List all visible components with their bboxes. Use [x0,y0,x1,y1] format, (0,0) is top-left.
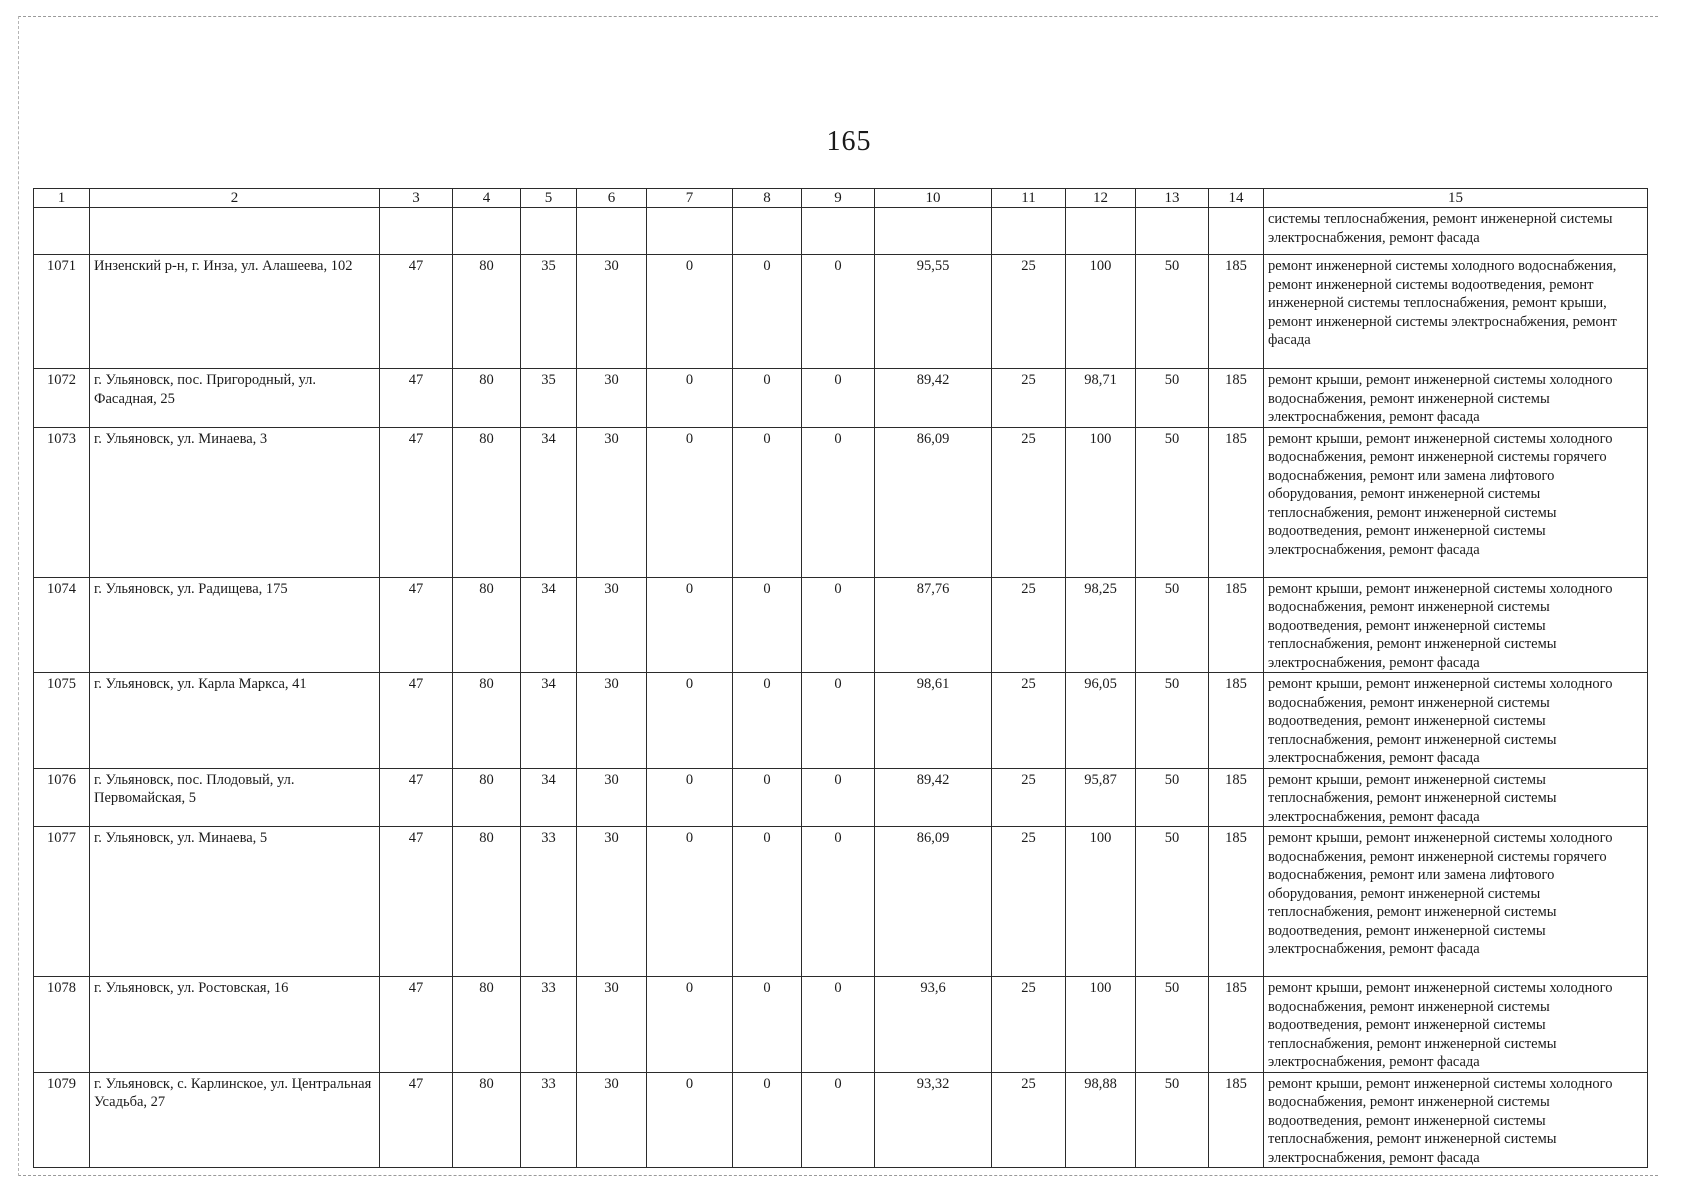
table-row [34,255,1648,369]
value-cell-c5: 35 [521,255,577,369]
value-cell-c13: 50 [1136,827,1209,977]
continuation-works-cell: системы теплоснабжения, ремонт инженерной системы электроснабжения, ремонт фасада [1264,208,1648,255]
value-cell-c14: 185 [1209,827,1264,977]
address-cell: г. Ульяновск, ул. Минаева, 3 [90,427,380,577]
row-number-cell: 1072 [34,369,90,428]
value-cell-c6: 30 [577,577,647,673]
address-cell: г. Ульяновск, пос. Пригородный, ул. Фасадная, 25 [90,369,380,428]
value-cell-c4: 80 [453,255,521,369]
value-cell-c9: 0 [802,1072,875,1168]
value-cell-c3: 47 [380,577,453,673]
value-cell-c3: 47 [380,827,453,977]
table-row [34,369,1648,428]
value-cell-c5: 34 [521,577,577,673]
value-cell-c8: 0 [733,369,802,428]
value-cell-c3: 47 [380,1072,453,1168]
column-header: 10 [875,189,992,208]
column-header: 2 [90,189,380,208]
value-cell-c13: 50 [1136,768,1209,827]
table-row [34,577,1648,673]
row-number-cell: 1074 [34,577,90,673]
value-cell-c12: 98,25 [1066,577,1136,673]
value-cell-c9: 0 [802,427,875,577]
address-cell: г. Ульяновск, с. Карлинское, ул. Центральная Усадьба, 27 [90,1072,380,1168]
value-cell-c10: 95,55 [875,255,992,369]
value-cell-c8: 0 [733,427,802,577]
works-cell: ремонт крыши, ремонт инженерной системы холодного водоснабжения, ремонт инженерной системы водоотведения, ремонт инженерной системы теплоснабжения, ремонт инженерной системы электроснабжения, ремонт фасада [1264,977,1648,1073]
row-number-cell: 1076 [34,768,90,827]
value-cell-c12: 96,05 [1066,673,1136,769]
column-header: 12 [1066,189,1136,208]
table-row [34,977,1648,1073]
value-cell-c10: 86,09 [875,427,992,577]
value-cell-c9: 0 [802,255,875,369]
value-cell-c6: 30 [577,1072,647,1168]
works-cell: ремонт крыши, ремонт инженерной системы теплоснабжения, ремонт инженерной системы электроснабжения, ремонт фасада [1264,768,1648,827]
value-cell-c4: 80 [453,427,521,577]
continuation-row [34,208,1648,255]
value-cell-c11: 25 [992,577,1066,673]
column-header: 13 [1136,189,1209,208]
value-cell-c13: 50 [1136,427,1209,577]
works-cell: ремонт крыши, ремонт инженерной системы холодного водоснабжения, ремонт инженерной системы горячего водоснабжения, ремонт или замена лифтового оборудования, ремонт инженерной системы теплоснабжения, ремонт инженерной системы водоотведения, ремонт инженерной системы электроснабжения, ремонт фасада [1264,827,1648,977]
column-header: 5 [521,189,577,208]
value-cell-c14: 185 [1209,427,1264,577]
value-cell-c7: 0 [647,827,733,977]
value-cell-c8: 0 [733,1072,802,1168]
value-cell-c6: 30 [577,255,647,369]
value-cell-c4: 80 [453,673,521,769]
address-cell: г. Ульяновск, ул. Карла Маркса, 41 [90,673,380,769]
column-header: 8 [733,189,802,208]
value-cell-c7: 0 [647,577,733,673]
value-cell-c6: 30 [577,768,647,827]
value-cell-c3: 47 [380,673,453,769]
row-number-cell: 1071 [34,255,90,369]
works-cell: ремонт крыши, ремонт инженерной системы холодного водоснабжения, ремонт инженерной системы водоотведения, ремонт инженерной системы теплоснабжения, ремонт инженерной системы электроснабжения, ремонт фасада [1264,577,1648,673]
value-cell-c12: 98,88 [1066,1072,1136,1168]
value-cell-c3: 47 [380,255,453,369]
table-row [34,827,1648,977]
table-row [34,673,1648,769]
value-cell-c8: 0 [733,977,802,1073]
value-cell-c4: 80 [453,768,521,827]
column-header: 3 [380,189,453,208]
value-cell-c13: 50 [1136,369,1209,428]
value-cell-c12: 100 [1066,427,1136,577]
value-cell-c8: 0 [733,768,802,827]
value-cell-c10: 98,61 [875,673,992,769]
value-cell-c6: 30 [577,427,647,577]
value-cell-c6: 30 [577,977,647,1073]
value-cell-c14: 185 [1209,768,1264,827]
value-cell-c5: 34 [521,673,577,769]
address-cell: г. Ульяновск, пос. Плодовый, ул. Первомайская, 5 [90,768,380,827]
value-cell-c3: 47 [380,977,453,1073]
value-cell-c7: 0 [647,1072,733,1168]
value-cell-c8: 0 [733,577,802,673]
value-cell-c10: 86,09 [875,827,992,977]
header-row [34,189,1648,208]
value-cell-c12: 98,71 [1066,369,1136,428]
works-cell: ремонт инженерной системы холодного водоснабжения, ремонт инженерной системы водоотведения, ремонт инженерной системы теплоснабжения, ремонт крыши, ремонт инженерной системы электроснабжения, ремонт фасада [1264,255,1648,369]
value-cell-c7: 0 [647,673,733,769]
value-cell-c14: 185 [1209,977,1264,1073]
table-row [34,768,1648,827]
value-cell-c5: 34 [521,427,577,577]
value-cell-c9: 0 [802,369,875,428]
value-cell-c4: 80 [453,827,521,977]
value-cell-c11: 25 [992,977,1066,1073]
value-cell-c10: 93,32 [875,1072,992,1168]
value-cell-c14: 185 [1209,1072,1264,1168]
value-cell-c7: 0 [647,977,733,1073]
value-cell-c3: 47 [380,427,453,577]
row-number-cell: 1078 [34,977,90,1073]
works-cell: ремонт крыши, ремонт инженерной системы холодного водоснабжения, ремонт инженерной системы водоотведения, ремонт инженерной системы теплоснабжения, ремонт инженерной системы электроснабжения, ремонт фасада [1264,673,1648,769]
value-cell-c11: 25 [992,673,1066,769]
value-cell-c5: 33 [521,1072,577,1168]
value-cell-c8: 0 [733,673,802,769]
value-cell-c3: 47 [380,369,453,428]
value-cell-c7: 0 [647,427,733,577]
column-header: 9 [802,189,875,208]
value-cell-c5: 33 [521,827,577,977]
value-cell-c12: 100 [1066,827,1136,977]
column-header: 14 [1209,189,1264,208]
row-number-cell: 1077 [34,827,90,977]
row-number-cell: 1075 [34,673,90,769]
works-cell: ремонт крыши, ремонт инженерной системы холодного водоснабжения, ремонт инженерной системы горячего водоснабжения, ремонт или замена лифтового оборудования, ремонт инженерной системы теплоснабжения, ремонт инженерной системы водоотведения, ремонт инженерной системы электроснабжения, ремонт фасада [1264,427,1648,577]
value-cell-c10: 87,76 [875,577,992,673]
value-cell-c8: 0 [733,255,802,369]
page-number: 165 [826,126,872,157]
row-number-cell: 1079 [34,1072,90,1168]
value-cell-c9: 0 [802,577,875,673]
value-cell-c7: 0 [647,768,733,827]
address-cell: г. Ульяновск, ул. Ростовская, 16 [90,977,380,1073]
value-cell-c13: 50 [1136,255,1209,369]
value-cell-c13: 50 [1136,1072,1209,1168]
data-table [33,188,1648,1168]
column-header: 7 [647,189,733,208]
value-cell-c6: 30 [577,673,647,769]
value-cell-c11: 25 [992,1072,1066,1168]
value-cell-c4: 80 [453,577,521,673]
value-cell-c5: 34 [521,768,577,827]
value-cell-c9: 0 [802,977,875,1073]
value-cell-c9: 0 [802,827,875,977]
value-cell-c10: 93,6 [875,977,992,1073]
value-cell-c10: 89,42 [875,768,992,827]
value-cell-c11: 25 [992,427,1066,577]
value-cell-c9: 0 [802,768,875,827]
value-cell-c4: 80 [453,1072,521,1168]
works-cell: ремонт крыши, ремонт инженерной системы холодного водоснабжения, ремонт инженерной системы водоотведения, ремонт инженерной системы теплоснабжения, ремонт инженерной системы электроснабжения, ремонт фасада [1264,1072,1648,1168]
value-cell-c14: 185 [1209,369,1264,428]
value-cell-c13: 50 [1136,977,1209,1073]
value-cell-c7: 0 [647,255,733,369]
value-cell-c4: 80 [453,369,521,428]
value-cell-c12: 95,87 [1066,768,1136,827]
table-row [34,427,1648,577]
value-cell-c13: 50 [1136,577,1209,673]
address-cell: г. Ульяновск, ул. Минаева, 5 [90,827,380,977]
address-cell: Инзенский р-н, г. Инза, ул. Алашеева, 102 [90,255,380,369]
column-header: 1 [34,189,90,208]
value-cell-c14: 185 [1209,577,1264,673]
value-cell-c14: 185 [1209,673,1264,769]
column-header: 15 [1264,189,1648,208]
value-cell-c3: 47 [380,768,453,827]
value-cell-c11: 25 [992,768,1066,827]
value-cell-c9: 0 [802,673,875,769]
works-cell: ремонт крыши, ремонт инженерной системы холодного водоснабжения, ремонт инженерной системы электроснабжения, ремонт фасада [1264,369,1648,428]
value-cell-c13: 50 [1136,673,1209,769]
value-cell-c14: 185 [1209,255,1264,369]
value-cell-c11: 25 [992,369,1066,428]
value-cell-c10: 89,42 [875,369,992,428]
column-header: 4 [453,189,521,208]
value-cell-c6: 30 [577,827,647,977]
value-cell-c8: 0 [733,827,802,977]
value-cell-c11: 25 [992,255,1066,369]
address-cell: г. Ульяновск, ул. Радищева, 175 [90,577,380,673]
row-number-cell: 1073 [34,427,90,577]
value-cell-c5: 33 [521,977,577,1073]
table-row [34,1072,1648,1168]
value-cell-c6: 30 [577,369,647,428]
value-cell-c12: 100 [1066,977,1136,1073]
value-cell-c11: 25 [992,827,1066,977]
column-header: 11 [992,189,1066,208]
value-cell-c4: 80 [453,977,521,1073]
column-header: 6 [577,189,647,208]
value-cell-c5: 35 [521,369,577,428]
value-cell-c7: 0 [647,369,733,428]
value-cell-c12: 100 [1066,255,1136,369]
